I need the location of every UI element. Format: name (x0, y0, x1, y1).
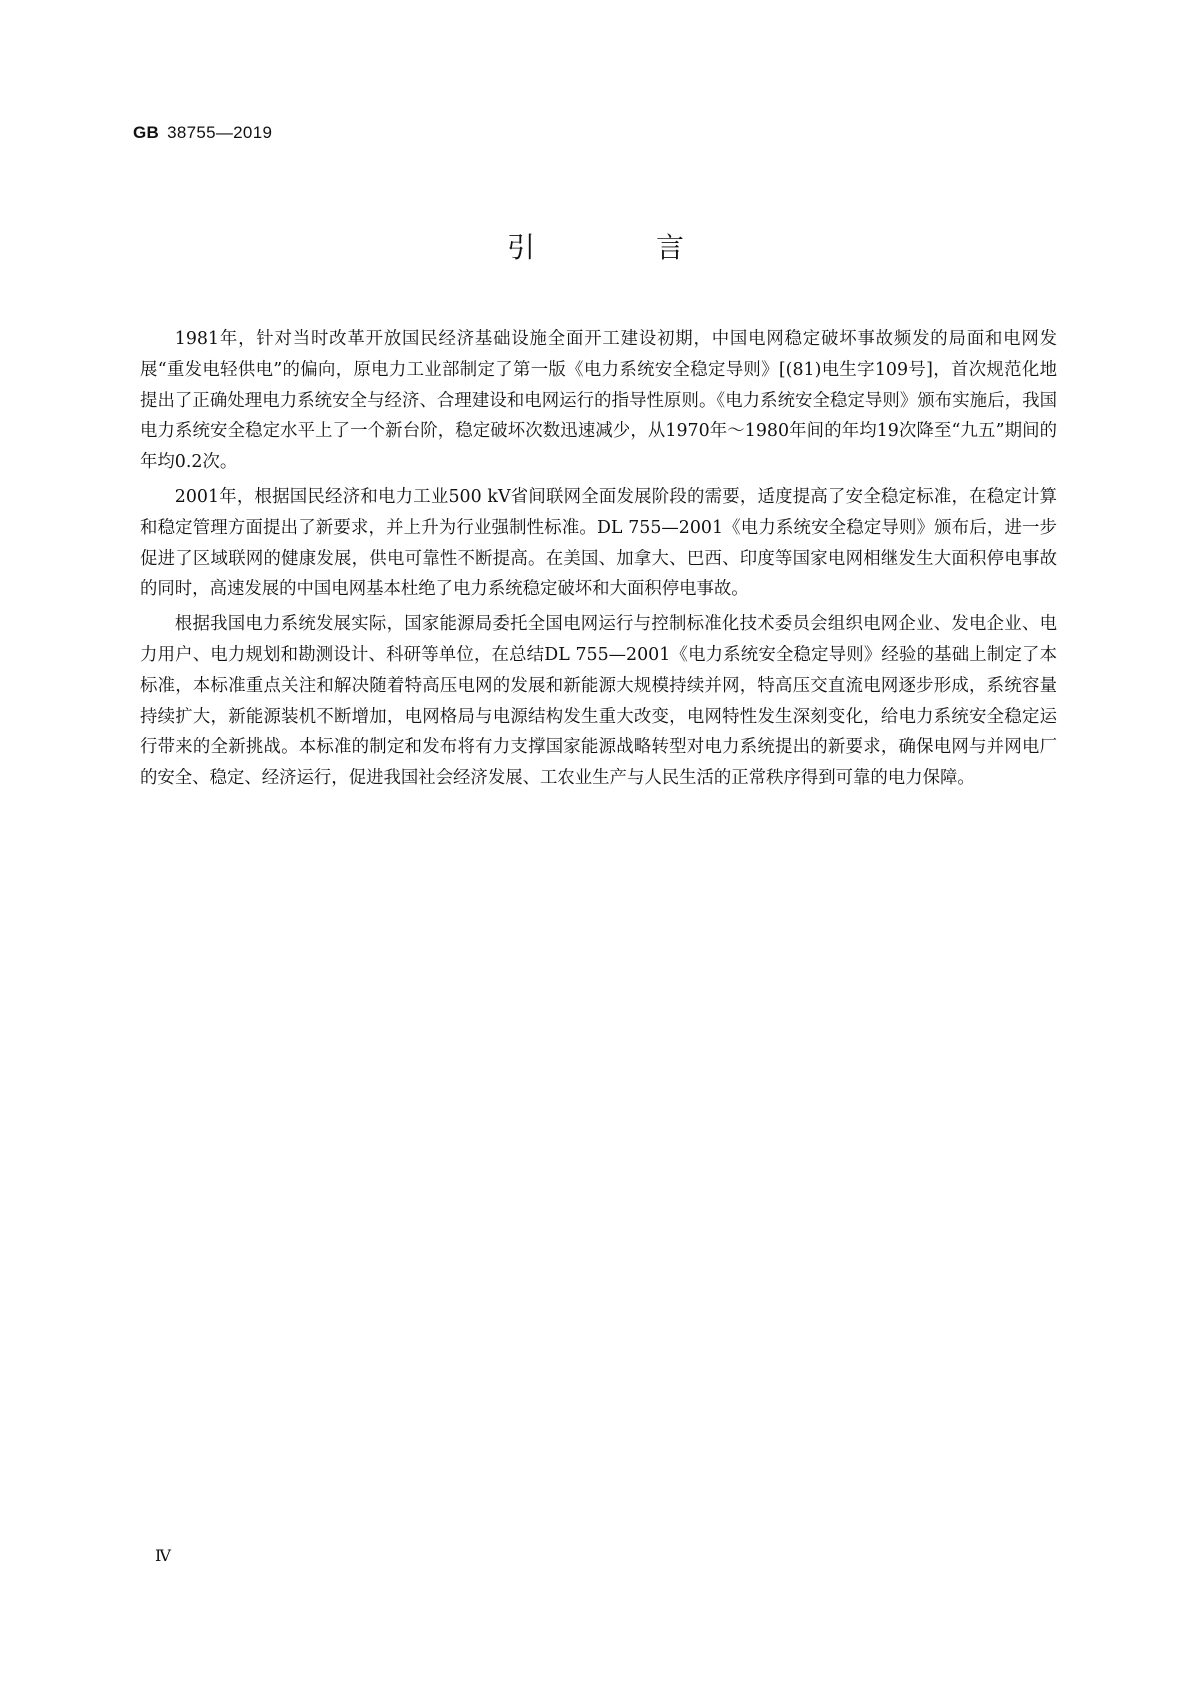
section-title: 引 言 (507, 231, 740, 264)
paragraph-3: 根据我国电力系统发展实际，国家能源局委托全国电网运行与控制标准化技术委员会组织电网企业、发电企业、电力用户、电力规划和勘测设计、科研等单位，在总结DL 755—2001《电力系统安全稳定导则》经验的基础上制定了本标准，本标准重点关注和解决随着特高压电网的发展和新能源大规模持续并网，特高压交直流电网逐步形成，系统容量持续扩大，新能源装机不断增加，电网格局与电源结构发生重大改变，电网特性发生深刻变化，给电力系统安全稳定运行带来的全新挑战。本标准的制定和发布将有力支撑国家能源战略转型对电力系统提出的新要求，确保电网与并网电厂的安全、稳定、经济运行，促进我国社会经济发展、工农业生产与人民生活的正常秩序得到可靠的电力保障。 (140, 614, 1057, 789)
paragraph-1: 1981年，针对当时改革开放国民经济基础设施全面开工建设初期，中国电网稳定破坏事故频发的局面和电网发展“重发电轻供电”的偏向，原电力工业部制定了第一版《电力系统安全稳定导则》[(81)电生字109号]，首次规范化地提出了正确处理电力系统安全与经济、合理建设和电网运行的指导性原则。《电力系统安全稳定导则》颁布实施后，我国电力系统安全稳定水平上了一个新台阶，稳定破坏次数迅速减少，从1970年～1980年间的年均19次降至“九五”期间的年均0.2次。 (140, 329, 1057, 473)
paragraph-2: 2001年，根据国民经济和电力工业500 kV省间联网全面发展阶段的需要，适度提高了安全稳定标准，在稳定计算和稳定管理方面提出了新要求，并上升为行业强制性标准。DL 755—2001《电力系统安全稳定导则》颁布后，进一步促进了区域联网的健康发展，供电可靠性不断提高。在美国、加拿大、巴西、印度等国家电网相继发生大面积停电事故的同时，高速发展的中国电网基本杜绝了电力系统稳定破坏和大面积停电事故。 (140, 486, 1057, 600)
page-number: Ⅳ (155, 1548, 171, 1565)
standard-number (133, 123, 272, 143)
standard-prefix: GB (133, 123, 160, 142)
body-text (140, 324, 1057, 798)
standard-code: 38755—2019 (167, 123, 273, 142)
